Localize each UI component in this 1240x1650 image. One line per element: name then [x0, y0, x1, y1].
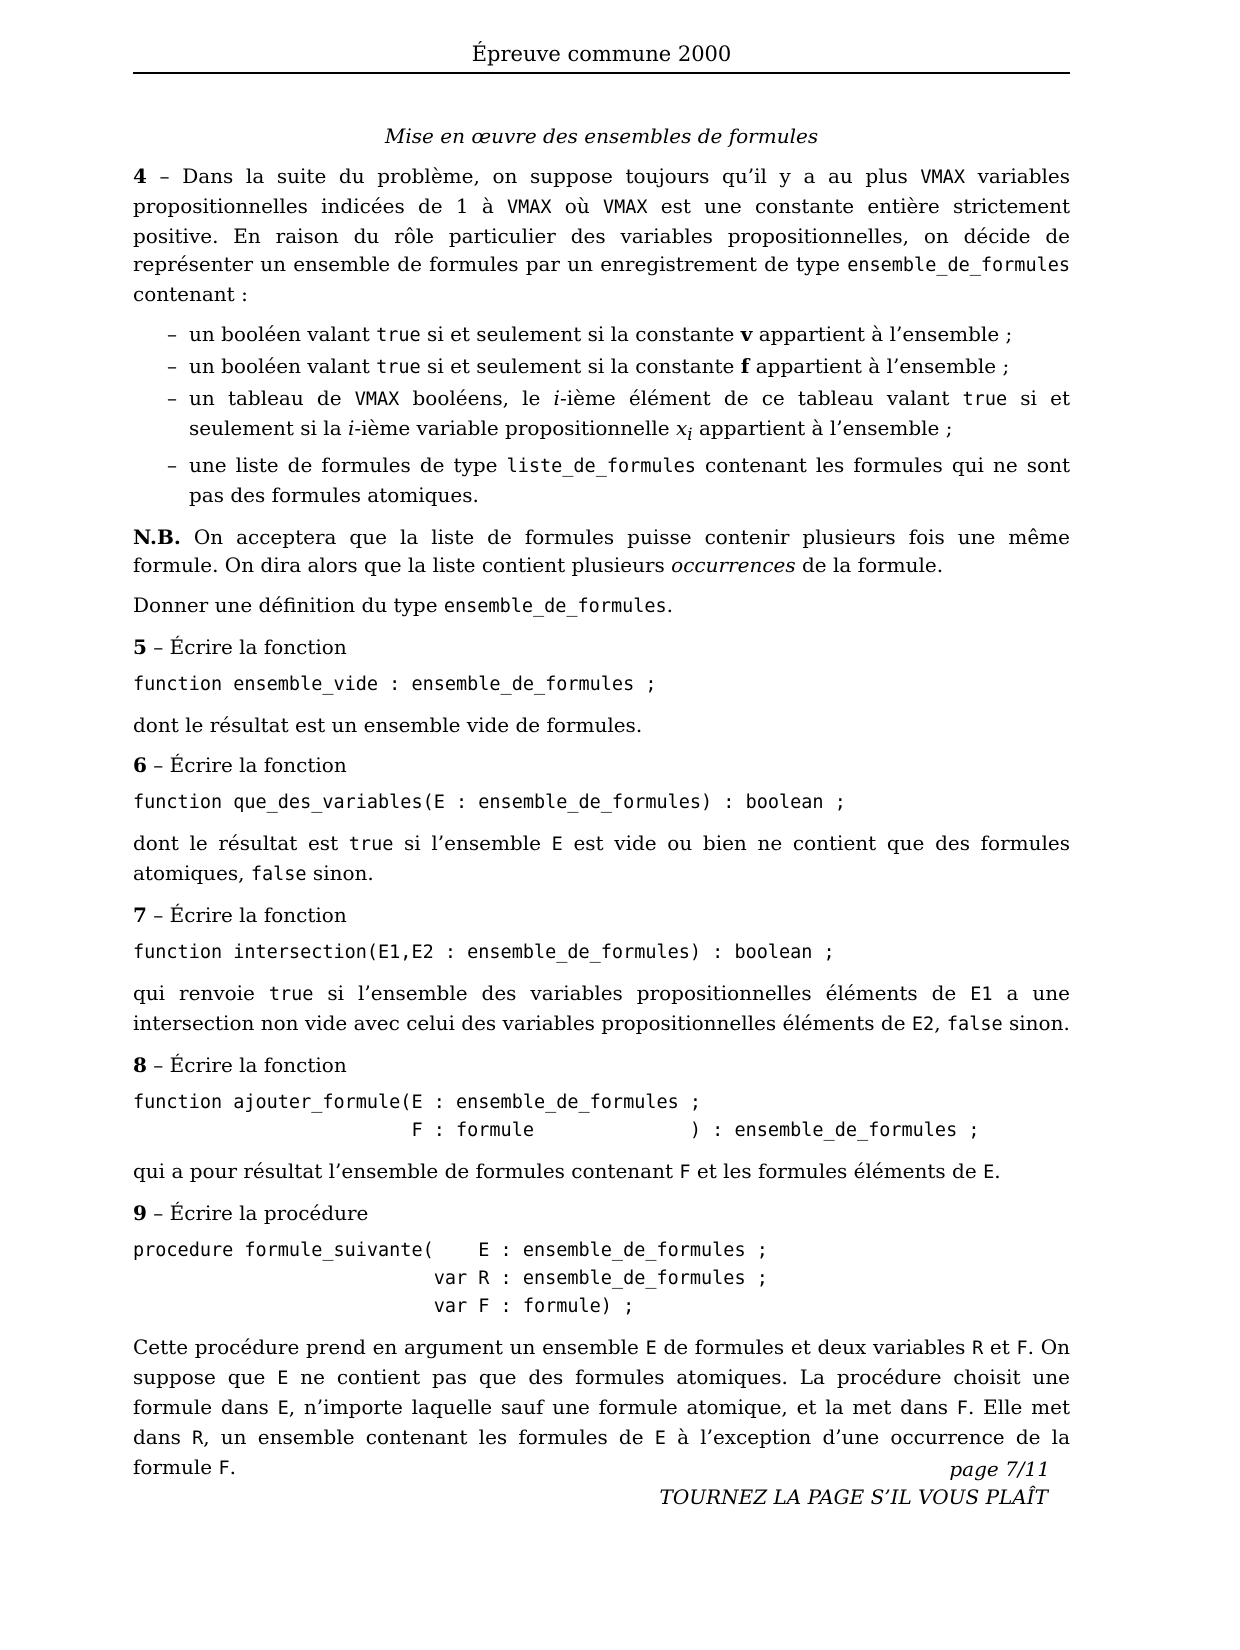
list-item: – un tableau de VMAX booléens, le i-ième élément de ce tableau valant true si et seulement si la i-ième variable propositionnelle $x_i$ appartient à l’ensemble ; — [189, 384, 1070, 449]
code-block: function intersection(E1,E2 : ensemble_de_formules) : boolean ; — [133, 942, 835, 963]
question-8-description: qui a pour résultat l’ensemble de formules contenant F et les formules éléments de E. — [133, 1159, 1001, 1183]
question-7: 7 – Écrire la fonction — [133, 903, 347, 927]
define-instruction: Donner une définition du type ensemble_de_formules. — [133, 593, 674, 617]
code-token: VMAX — [506, 197, 552, 218]
question-4: 4 – Dans la suite du problème, on suppose toujours qu’il y a au plus VMAX variables propositionnelles indicées de 1 à VMAX où VMAX est une constante entière strictement positive. En raison du rôle particulier des variables propositionnelles, on décide de représenter un ensemble de formules par un enregistrement de type ensemble_de_formules contenant : — [133, 164, 1070, 306]
question-6: 6 – Écrire la fonction — [133, 753, 347, 777]
header-rule — [133, 72, 1070, 74]
code-token: ensemble_de_formules — [847, 255, 1070, 276]
nota-bene: N.B. On acceptera que la liste de formules puisse contenir plusieurs fois une même formule. On dira alors que la liste contient plusieurs occurrences de la formule. — [133, 525, 1070, 577]
record-fields-list — [133, 320, 1070, 509]
code-token: VMAX — [920, 167, 965, 188]
list-item: – un booléen valant true si et seulement si la constante v appartient à l’ensemble ; — [189, 320, 1070, 350]
code-block: function que_des_variables(E : ensemble_de_formules) : boolean ; — [133, 792, 846, 813]
turn-page-notice: TOURNEZ LA PAGE S’IL VOUS PLAÎT — [659, 1485, 1048, 1509]
question-number: 4 — [133, 164, 147, 188]
code-block: function ajouter_formule(E : ensemble_de_formules ; F : formule ) : ensemble_de_formules ; — [133, 1092, 980, 1141]
code-token: VMAX — [602, 197, 648, 218]
question-7-description: qui renvoie true si l’ensemble des variables propositionnelles éléments de E1 a une intersection non vide avec celui des variables propositionnelles éléments de E2, false sinon. — [133, 981, 1070, 1035]
page-number: page 7/11 — [949, 1457, 1050, 1481]
question-9: 9 – Écrire la procédure — [133, 1201, 369, 1225]
question-5-description: dont le résultat est un ensemble vide de formules. — [133, 713, 643, 737]
page-footer — [133, 1455, 1070, 1511]
list-item: – une liste de formules de type liste_de_formules contenant les formules qui ne sont pas des formules atomiques. — [189, 451, 1070, 509]
code-block: function ensemble_vide : ensemble_de_formules ; — [133, 674, 657, 695]
question-8: 8 – Écrire la fonction — [133, 1053, 347, 1077]
question-9-description: Cette procédure prend en argument un ensemble E de formules et deux variables R et F. On suppose que E ne contient pas que des formules atomiques. La procédure choisit une formule dans E, n’importe laquelle sauf une formule atomique, et la met dans F. Elle met dans R, un ensemble contenant les formules de E à l’exception d’une occurrence de la formule F. — [133, 1335, 1071, 1479]
page-content — [133, 122, 1070, 1495]
list-item: – un booléen valant true si et seulement si la constante f appartient à l’ensemble ; — [189, 352, 1070, 382]
question-6-description: dont le résultat est true si l’ensemble E est vide ou bien ne contient que des formules atomiques, false sinon. — [133, 831, 1071, 885]
page-header: Épreuve commune 2000 — [471, 42, 732, 66]
question-5: 5 – Écrire la fonction — [133, 635, 347, 659]
code-block: procedure formule_suivante( E : ensemble_de_formules ; var R : ensemble_de_formules ; var F : formule) ; — [133, 1240, 768, 1317]
section-title: Mise en œuvre des ensembles de formules — [384, 124, 819, 148]
